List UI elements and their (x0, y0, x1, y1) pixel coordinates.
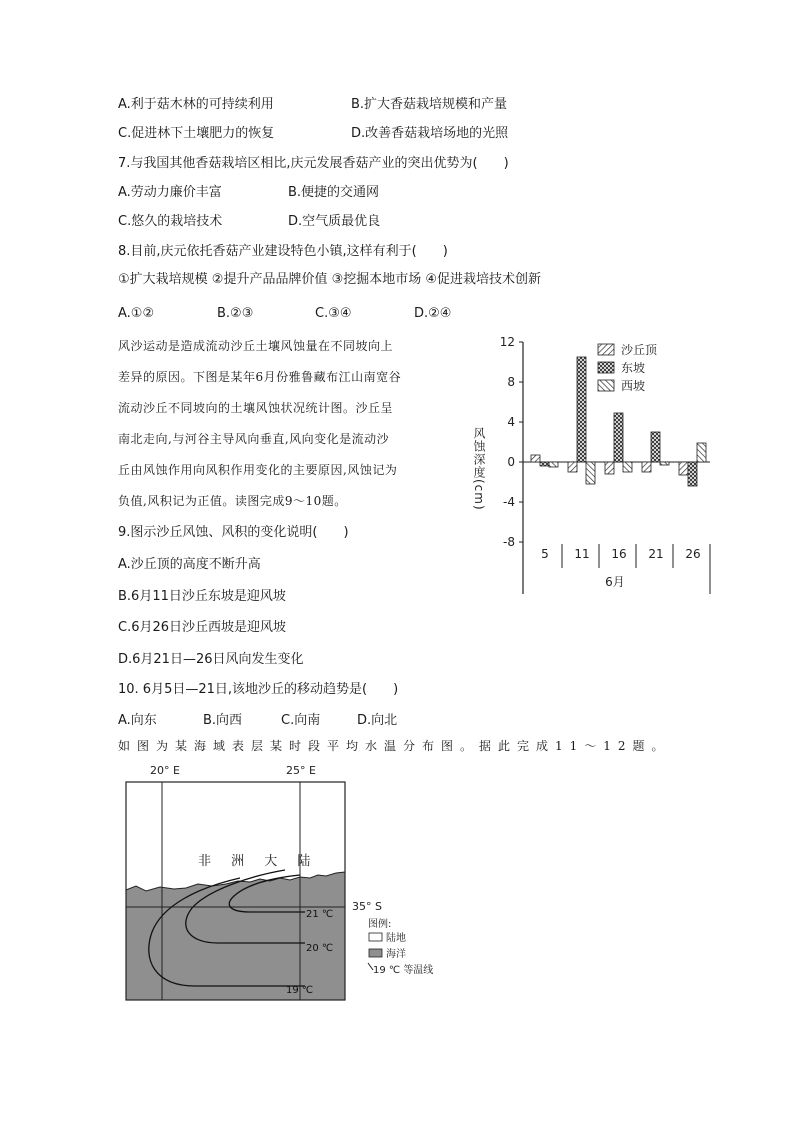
lon-label-25: 25° E (286, 764, 316, 777)
q7-option-c: C.悠久的栽培技术 (118, 214, 223, 229)
lon-label-20: 20° E (150, 764, 180, 777)
x-tick-label: 5 (541, 547, 549, 561)
bar-16-1 (614, 413, 623, 462)
x-tick-label: 11 (574, 547, 590, 561)
land-area (126, 782, 345, 891)
y-tick-label: -4 (503, 495, 515, 509)
passage1-line-6: 负值,风积记为正值。读图完成9～10题。 (118, 494, 347, 508)
legend-swatch-1 (598, 362, 614, 373)
bar-26-0 (679, 462, 688, 475)
q8-option-a: A.①② (118, 306, 155, 321)
y-tick-label: 12 (499, 335, 515, 349)
q6-option-d: D.改善香菇栽培场地的光照 (351, 126, 509, 141)
q7-option-b: B.便捷的交通网 (288, 185, 380, 200)
q10-stem: 10. 6月5日—21日,该地沙丘的移动趋势是( ) (118, 682, 399, 697)
y-tick-label: 0 (507, 455, 515, 469)
legend-swatch-0 (598, 344, 614, 355)
x-tick-label: 26 (685, 547, 701, 561)
lat-label-35s: 35° S (352, 900, 382, 913)
bar-5-0 (531, 455, 540, 462)
y-tick-label: -8 (503, 535, 515, 549)
legend-label-1: 东坡 (621, 361, 646, 375)
isotherm-label-20: 20 ℃ (306, 943, 334, 954)
bar-5-2 (549, 462, 558, 467)
legend-ocean-label: 海洋 (386, 949, 406, 960)
legend-ocean-swatch (369, 949, 382, 957)
x-tick-label: 21 (648, 547, 664, 561)
q8-items: ①扩大栽培规模 ②提升产品品牌价值 ③挖掘本地市场 ④促进栽培技术创新 (118, 272, 542, 287)
q6-option-c: C.促进林下土壤肥力的恢复 (118, 126, 275, 141)
q10-option-b: B.向西 (203, 713, 243, 728)
q8-option-c: C.③④ (315, 306, 352, 321)
bar-21-1 (651, 432, 660, 462)
legend-isotherm-label: 19 ℃ 等温线 (373, 965, 434, 976)
bar-11-0 (568, 462, 577, 472)
sea-temperature-map (100, 760, 480, 1005)
isotherm-label-21: 21 ℃ (306, 909, 334, 920)
q6-option-b: B.扩大香菇栽培规模和产量 (351, 97, 508, 112)
q7-option-a: A.劳动力廉价丰富 (118, 185, 222, 200)
passage2: 如图为某海域表层某时段平均水温分布图。据此完成11～12题。 (118, 739, 671, 753)
q9-option-a: A.沙丘顶的高度不断升高 (118, 557, 261, 572)
legend-swatch-2 (598, 380, 614, 391)
x-tick-label: 16 (611, 547, 627, 561)
x-group-label: 6月 (605, 575, 625, 589)
q10-option-c: C.向南 (281, 713, 321, 728)
legend-land-swatch (369, 933, 382, 941)
legend-land-label: 陆地 (386, 933, 406, 944)
bar-21-0 (642, 462, 651, 472)
q9-option-d: D.6月21日—26日风向发生变化 (118, 652, 304, 667)
bar-5-1 (540, 462, 549, 466)
passage1-line-1: 风沙运动是造成流动沙丘土壤风蚀量在不同坡向上 (118, 339, 394, 353)
continent-label: 非 洲 大 陆 (198, 854, 319, 869)
bar-26-1 (688, 462, 697, 486)
y-axis-label: 风蚀深度(cm) (472, 427, 486, 511)
passage1-line-4: 南北走向,与河谷主导风向垂直,风向变化是流动沙 (118, 432, 390, 446)
bar-16-2 (623, 462, 632, 472)
y-tick-label: 4 (507, 415, 515, 429)
map-legend-title: 图例: (368, 919, 392, 930)
isotherm-label-19: 19 ℃ (286, 985, 314, 996)
wind-erosion-bar-chart (455, 332, 740, 597)
bar-21-2 (660, 462, 669, 465)
q8-option-d: D.②④ (414, 306, 452, 321)
q8-option-b: B.②③ (217, 306, 254, 321)
y-tick-label: 8 (507, 375, 515, 389)
q8-stem: 8.目前,庆元依托香菇产业建设特色小镇,这样有利于( ) (118, 244, 448, 259)
q9-option-c: C.6月26日沙丘西坡是迎风坡 (118, 620, 287, 635)
bar-11-2 (586, 462, 595, 484)
q9-option-b: B.6月11日沙丘东坡是迎风坡 (118, 589, 286, 604)
bar-26-2 (697, 443, 706, 462)
passage1-line-3: 流动沙丘不同坡向的土壤风蚀状况统计图。沙丘呈 (118, 401, 394, 415)
passage1-line-5: 丘由风蚀作用向风积作用变化的主要原因,风蚀记为 (118, 463, 398, 477)
q6-option-a: A.利于菇木林的可持续利用 (118, 97, 274, 112)
bar-16-0 (605, 462, 614, 474)
legend-label-2: 西坡 (621, 379, 646, 393)
q7-option-d: D.空气质最优良 (288, 214, 381, 229)
bar-11-1 (577, 357, 586, 462)
q7-stem: 7.与我国其他香菇栽培区相比,庆元发展香菇产业的突出优势为( ) (118, 156, 509, 171)
q10-option-a: A.向东 (118, 713, 157, 728)
legend-label-0: 沙丘顶 (621, 343, 658, 357)
passage1-line-2: 差异的原因。下图是某年6月份雅鲁藏布江山南宽谷 (118, 370, 402, 384)
q9-stem: 9.图示沙丘风蚀、风积的变化说明( ) (118, 525, 349, 540)
q10-option-d: D.向北 (357, 713, 398, 728)
